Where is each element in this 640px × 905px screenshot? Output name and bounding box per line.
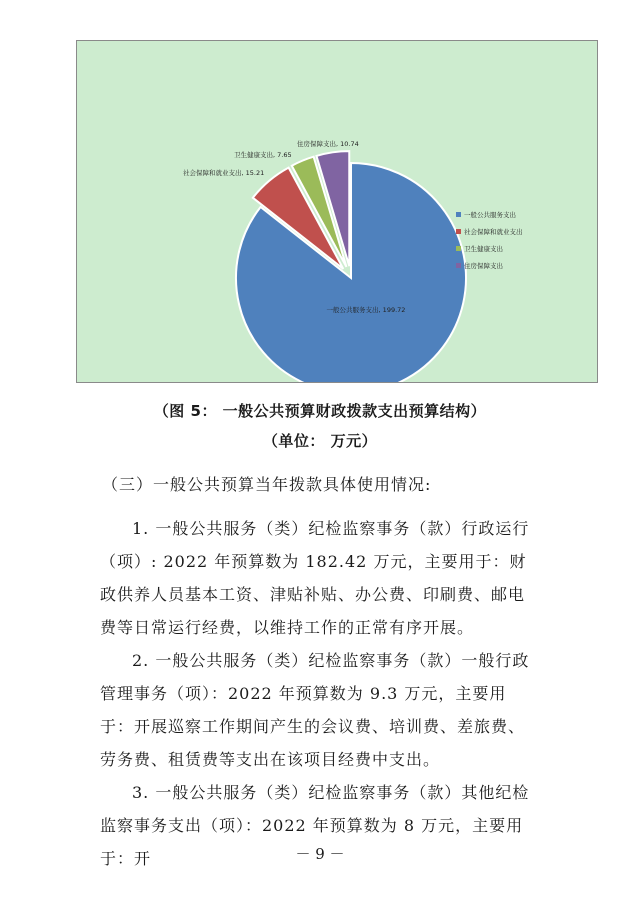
paragraph-3: 3. 一般公共服务（类）纪检监察事务（款）其他纪检监察事务支出（项）：2022 年预算数为 8 万元，主要用于：开 — [100, 783, 530, 868]
paragraph-1: 1. 一般公共服务（类）纪检监察事务（款）行政运行（项）: 2022 年预算数为 182.42 万元，主要用于：财政供养人员基本工资、津贴补贴、办公费、印刷费、邮电费等日常运行经费，以维持工作的正常有序开展。 — [100, 519, 530, 637]
page-number: － 9 － — [295, 845, 345, 863]
figure-unit: （单位： 万元） — [262, 432, 378, 450]
legend-swatch-3 — [456, 246, 461, 251]
legend-label-2: 社会保障和就业支出 — [464, 228, 523, 236]
legend-swatch-2 — [456, 229, 461, 234]
pie-chart — [76, 40, 598, 383]
pie-data-label-4: 住房保障支出, 10.74 — [297, 140, 359, 148]
pie-data-label-2: 社会保障和就业支出, 15.21 — [183, 169, 265, 177]
pie-data-label-3: 卫生健康支出, 7.65 — [234, 151, 292, 159]
figure-caption: （图 5： 一般公共预算财政拨款支出预算结构） — [153, 402, 487, 420]
pie-chart-svg — [77, 41, 597, 382]
legend-label-3: 卫生健康支出 — [464, 245, 503, 253]
legend-label-1: 一般公共服务支出 — [464, 211, 516, 219]
pie-data-label-1: 一般公共服务支出, 199.72 — [326, 306, 406, 314]
legend-swatch-4 — [456, 263, 461, 268]
legend-swatch-1 — [456, 212, 461, 217]
legend-label-4: 住房保障支出 — [464, 262, 503, 270]
section-heading: （三）一般公共预算当年拨款具体使用情况: — [102, 475, 432, 494]
paragraph-2: 2. 一般公共服务（类）纪检监察事务（款）一般行政管理事务（项）：2022 年预算数为 9.3 万元，主要用于：开展巡察工作期间产生的会议费、培训费、差旅费、劳务费、租赁费等支出在该项目经费中支出。 — [100, 651, 530, 769]
